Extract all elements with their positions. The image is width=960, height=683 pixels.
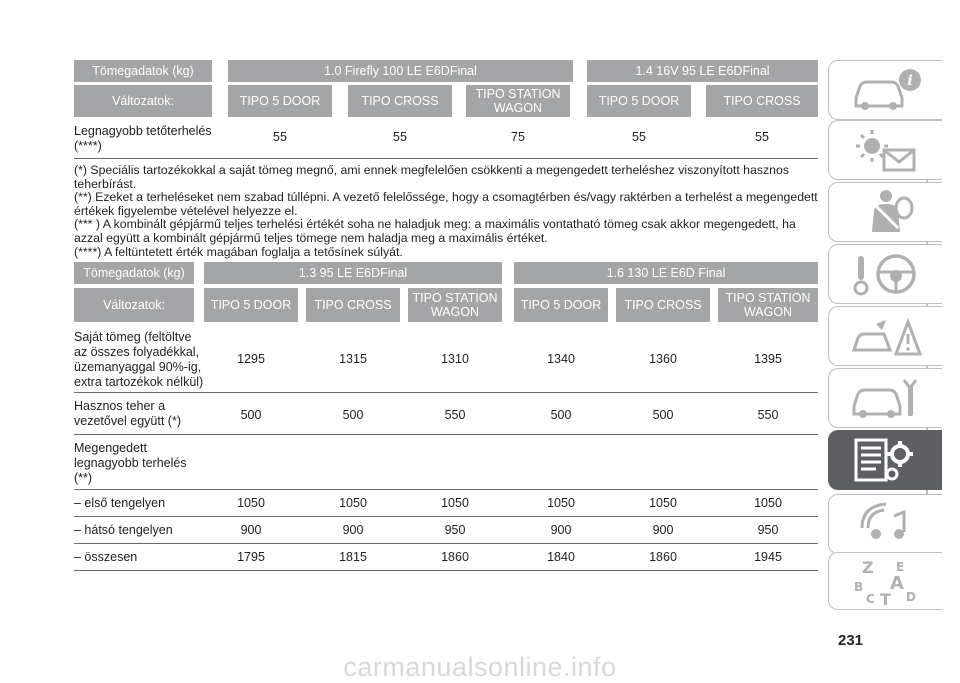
table2-cell: 1360 bbox=[649, 352, 677, 366]
table2-version-2: TIPO CROSS bbox=[306, 288, 400, 322]
sidebar-tab-multimedia[interactable] bbox=[828, 494, 942, 554]
sidebar-tab-car-info[interactable] bbox=[828, 60, 942, 120]
sidebar-tab-emergency[interactable] bbox=[828, 306, 942, 366]
technical-data-icon bbox=[846, 434, 926, 486]
table2-cell: 550 bbox=[444, 408, 466, 422]
table2-cell: 500 bbox=[240, 408, 262, 422]
svg-text:C: C bbox=[865, 592, 875, 606]
table2-cell: 1840 bbox=[547, 550, 575, 564]
table1-version-4: TIPO 5 DOOR bbox=[587, 85, 691, 117]
table2-cell: 900 bbox=[240, 523, 262, 537]
svg-text:T: T bbox=[879, 590, 891, 607]
table2-divider bbox=[74, 570, 818, 571]
table2-cell: 500 bbox=[342, 408, 364, 422]
table1-cell: 55 bbox=[273, 130, 287, 144]
footnote-3: (*** ) A kombinált gépjármű teljes terhelési értékét soha ne haladjuk meg: a maximális vontatható tömeg csak akkor megengedett, ha azzal együtt a kombinált gépjármű teljes tömege nem haladja meg a maximális értéket. bbox=[74, 217, 796, 245]
footnote-2: (**) Ezeket a terheléseket nem szabad túllépni. A vezető felelőssége, hogy a csomagtérben és/vagy raktérben a terhelést a megengedett értékek figyelembe vételével helyezze el. bbox=[74, 190, 818, 218]
footnote-4: (****) A feltüntetett érték magában foglalja a tetősínek súlyát. bbox=[74, 244, 403, 259]
table2-cell: 1050 bbox=[339, 496, 367, 510]
footnotes bbox=[74, 164, 818, 259]
sidebar-tab-starting-driving[interactable] bbox=[828, 244, 942, 304]
table2-version-3: TIPO STATION WAGON bbox=[408, 288, 502, 322]
table1-cell: 55 bbox=[632, 130, 646, 144]
table2-cell: 900 bbox=[342, 523, 364, 537]
page-number: 231 bbox=[838, 632, 864, 649]
table2-cell: 1315 bbox=[339, 352, 367, 366]
seatbelt-airbag-icon bbox=[846, 186, 926, 238]
key-steering-wheel-icon bbox=[846, 248, 926, 300]
table2-header-label: Tömegadatok (kg) bbox=[74, 262, 194, 284]
table2-cell: 950 bbox=[444, 523, 466, 537]
table1-version-3: TIPO STATION WAGON bbox=[466, 85, 570, 117]
table2-cell: 1050 bbox=[547, 496, 575, 510]
table1-group-2: 1.4 16V 95 LE E6DFinal bbox=[587, 60, 818, 82]
table2-cell: 1860 bbox=[649, 550, 677, 564]
table1-cell: 75 bbox=[511, 130, 525, 144]
table2-versions-label: Változatok: bbox=[74, 288, 194, 322]
table1-header-label: Tömegadatok (kg) bbox=[74, 60, 212, 82]
alphabetical-index-icon bbox=[846, 555, 926, 607]
sidebar-tab-index[interactable] bbox=[828, 552, 942, 610]
table2-cell: 1050 bbox=[649, 496, 677, 510]
svg-text:A: A bbox=[889, 573, 904, 594]
svg-text:D: D bbox=[905, 590, 916, 604]
table2-version-4: TIPO 5 DOOR bbox=[514, 288, 608, 322]
warning-lights-icon bbox=[846, 124, 926, 176]
table2-row-label: Hasznos teher a vezetővel együtt (*) bbox=[74, 399, 181, 428]
svg-text:B: B bbox=[853, 580, 863, 594]
table2-divider bbox=[74, 516, 818, 517]
table2-version-5: TIPO CROSS bbox=[616, 288, 710, 322]
table2-row-label: Megengedett legnagyobb terhelés (**) bbox=[74, 441, 187, 485]
table2-group-2: 1.6 130 LE E6D Final bbox=[514, 262, 818, 284]
table2-cell: 500 bbox=[550, 408, 572, 422]
table2-cell: 900 bbox=[550, 523, 572, 537]
table2-group-1: 1.3 95 LE E6DFinal bbox=[204, 262, 502, 284]
svg-text:i: i bbox=[906, 73, 913, 89]
table2-row-label: – összesen bbox=[74, 550, 138, 564]
table2-version-6: TIPO STATION WAGON bbox=[718, 288, 818, 322]
table2-row-label: – első tengelyen bbox=[74, 496, 166, 510]
multimedia-icon bbox=[846, 498, 926, 550]
table1-group-1: 1.0 Firefly 100 LE E6DFinal bbox=[228, 60, 573, 82]
car-info-icon bbox=[846, 64, 926, 116]
table2-divider bbox=[74, 543, 818, 544]
table2-divider bbox=[74, 392, 818, 393]
table2-cell: 500 bbox=[652, 408, 674, 422]
watermark: carmanualsonline.info bbox=[343, 652, 617, 682]
table2-row-label: Saját tömeg (feltöltve az összes folyadékkal, üzemanyaggal 90%-ig, extra tartozékok nélkül) bbox=[74, 330, 204, 389]
table1-row-label: Legnagyobb tetőterhelés (****) bbox=[74, 124, 212, 153]
table2-cell: 1795 bbox=[237, 550, 265, 564]
sidebar-tab-safety[interactable] bbox=[828, 182, 942, 242]
table2-cell: 1050 bbox=[754, 496, 782, 510]
table2-cell: 1815 bbox=[339, 550, 367, 564]
table1-versions-label: Változatok: bbox=[74, 85, 212, 117]
table1-divider bbox=[74, 158, 818, 159]
table2-cell: 1340 bbox=[547, 352, 575, 366]
table2-cell: 1395 bbox=[754, 352, 782, 366]
sidebar-tab-warning-lights[interactable] bbox=[828, 120, 942, 180]
table2-row-label: – hátsó tengelyen bbox=[74, 523, 173, 537]
sidebar-tab-maintenance[interactable] bbox=[828, 368, 942, 428]
table2-cell: 550 bbox=[757, 408, 779, 422]
sidebar-tab-technical-data[interactable] bbox=[828, 430, 942, 490]
table1-cell: 55 bbox=[393, 130, 407, 144]
table1-version-1: TIPO 5 DOOR bbox=[228, 85, 332, 117]
table2-cell: 1945 bbox=[754, 550, 782, 564]
table2-divider bbox=[74, 434, 818, 435]
table2-cell: 950 bbox=[757, 523, 779, 537]
car-maintenance-icon bbox=[846, 372, 926, 424]
svg-text:E: E bbox=[895, 560, 904, 574]
table1-version-5: TIPO CROSS bbox=[706, 85, 818, 117]
table1-version-2: TIPO CROSS bbox=[348, 85, 452, 117]
breakdown-triangle-icon bbox=[846, 310, 926, 362]
table2-cell: 1050 bbox=[237, 496, 265, 510]
table2-cell: 1310 bbox=[441, 352, 469, 366]
svg-text:Z: Z bbox=[861, 558, 874, 577]
table2-cell: 900 bbox=[652, 523, 674, 537]
footnote-1: (*) Speciális tartozékokkal a saját tömeg megnő, ami ennek megfelelően csökkenti a megengedett terheléshez viszonyított hasznos teherbírást. bbox=[74, 163, 789, 191]
table2-cell: 1050 bbox=[441, 496, 469, 510]
table2-divider bbox=[74, 489, 818, 490]
table2-version-1: TIPO 5 DOOR bbox=[204, 288, 298, 322]
table2-cell: 1295 bbox=[237, 352, 265, 366]
table1-cell: 55 bbox=[755, 130, 769, 144]
table2-cell: 1860 bbox=[441, 550, 469, 564]
